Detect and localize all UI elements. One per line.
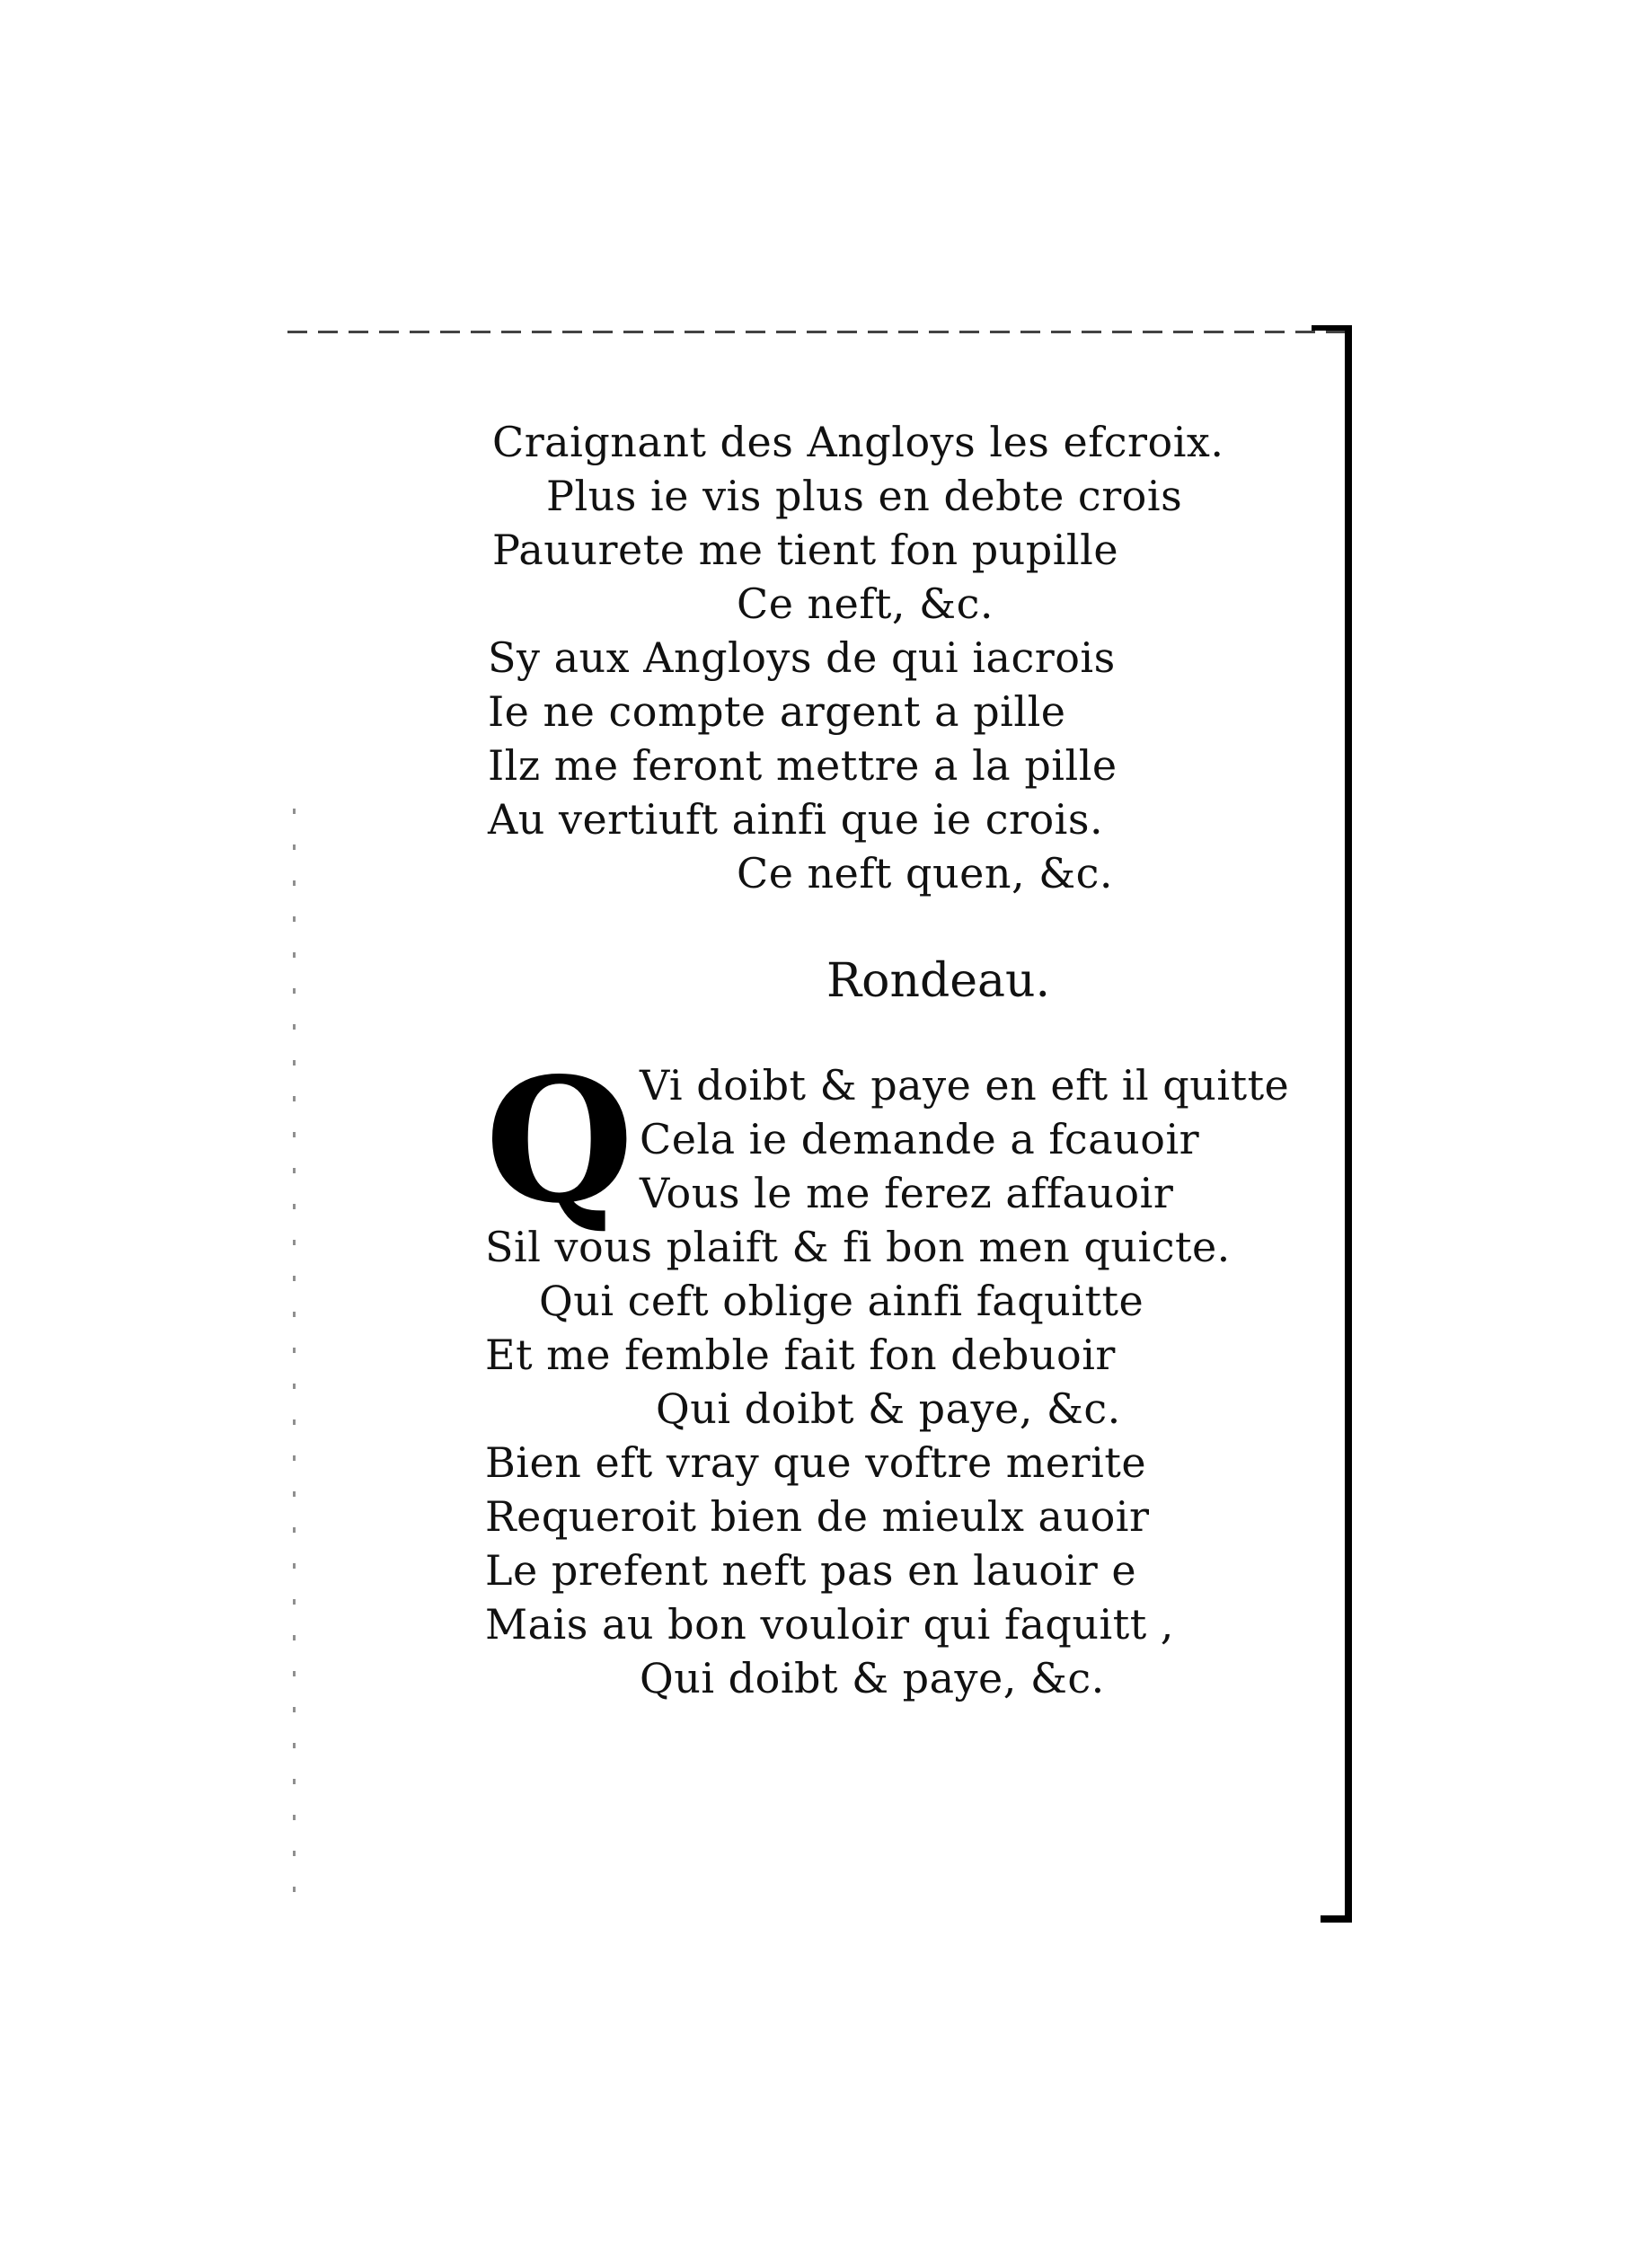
verse-line: Craignant des Angloys les efcroix. — [492, 418, 1224, 466]
verse-line: Bien eft vray que voftre merite — [485, 1438, 1147, 1487]
refrain-line: Qui doibt & paye, &c. — [656, 1384, 1121, 1433]
verse-line: Plus ie vis plus en debte crois — [546, 472, 1183, 520]
top-rule — [287, 331, 1356, 333]
verse-line: Vi doibt & paye en eft il quitte — [640, 1061, 1290, 1110]
verse-line: Qui ceft oblige ainfi faquitte — [539, 1277, 1144, 1325]
verse-line: Sy aux Angloys de qui iacrois — [488, 633, 1116, 682]
verse-line: Requeroit bien de mieulx auoir — [485, 1492, 1150, 1541]
verse-line: Ilz me feront mettre a la pille — [488, 741, 1118, 790]
refrain-line: Ce neft quen, &c. — [737, 849, 1114, 898]
section-heading: Rondeau. — [826, 954, 1051, 1008]
right-border-bottom-corner — [1321, 1915, 1352, 1923]
verse-line: Au vertiuft ainfi que ie crois. — [488, 795, 1104, 844]
verse-line: Cela ie demande a fcauoir — [640, 1115, 1200, 1163]
verse-line: Vous le me ferez affauoir — [640, 1169, 1174, 1217]
verse-line: Pauurete me tient fon pupille — [492, 526, 1119, 574]
right-border-rule — [1345, 325, 1352, 1923]
drop-cap: Q — [485, 1040, 634, 1241]
left-page-edge — [293, 809, 296, 1923]
refrain-line: Ce neft, &c. — [737, 579, 994, 628]
refrain-line: Qui doibt & paye, &c. — [640, 1654, 1105, 1702]
verse-line: Ie ne compte argent a pille — [488, 687, 1066, 736]
verse-line: Mais au bon vouloir qui faquitt , — [485, 1600, 1174, 1649]
right-border-top-corner — [1312, 325, 1352, 331]
verse-line: Et me femble fait fon debuoir — [485, 1331, 1116, 1379]
verse-line: Le prefent neft pas en lauoir e — [485, 1546, 1137, 1595]
verse-line: Sil vous plaift & fi bon men quicte. — [485, 1223, 1231, 1271]
